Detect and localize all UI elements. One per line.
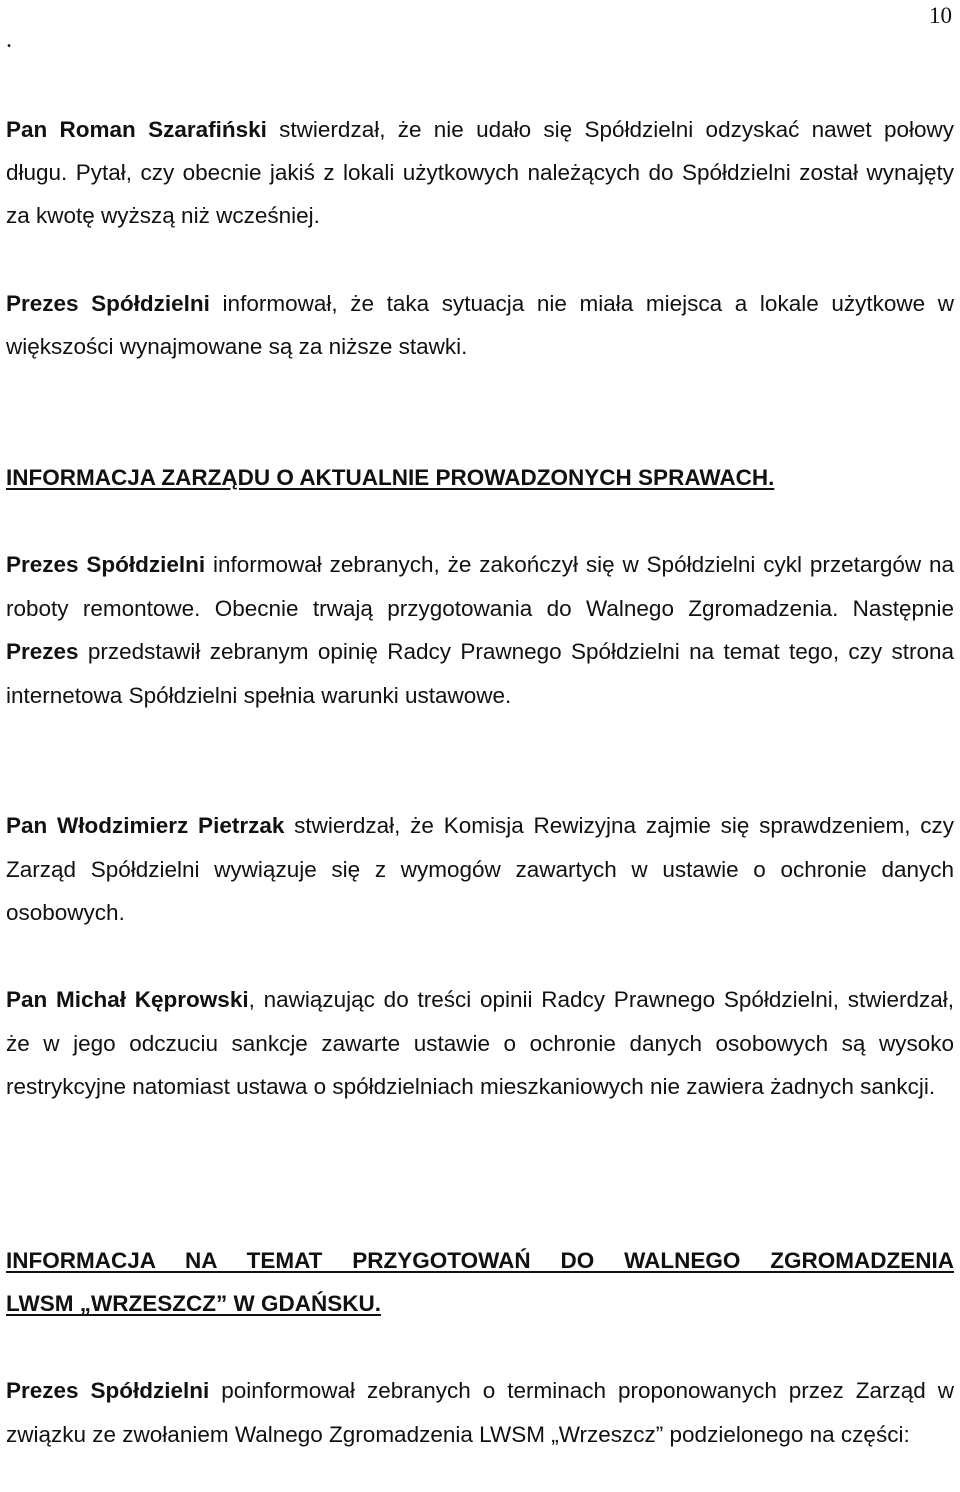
paragraph-keprowski bbox=[6, 978, 954, 1109]
leading-dot: . bbox=[6, 27, 12, 53]
paragraph-text: stwierdzał, że nie udało się Spółdzielni odzyskać nawet połowy długu. Pytał, czy obecnie jakiś z lokali użytkowych należących do Spółdzielni został wynajęty za kwotę wyższą niż wcześniej. bbox=[6, 117, 954, 228]
paragraph-text: poinformował zebranych o terminach proponowanych przez Zarząd w związku ze zwołaniem Walnego Zgromadzenia LWSM „Wrzeszcz” podzielonego na części: bbox=[6, 1378, 954, 1447]
paragraph-text: stwierdzał, że Komisja Rewizyjna zajmie się sprawdzeniem, czy Zarząd Spółdzielni wywiązuje się z wymogów zawartych w ustawie o ochronie danych osobowych. bbox=[6, 813, 954, 925]
section-heading-general-assembly bbox=[6, 1239, 954, 1325]
paragraph-text: , nawiązując do treści opinii Radcy Prawnego Spółdzielni, stwierdzał, że w jego odczuciu sankcje zawarte ustawie o ochronie danych osobowych są wysoko restrykcyjne natomiast ustawa o spółdzielniach mieszkaniowych nie zawiera żadnych sankcji. bbox=[6, 987, 954, 1099]
paragraph-text: informował zebranych, że zakończył się w Spółdzielni cykl przetargów na roboty remontowe. Obecnie trwają przygotowania do Walnego Zgromadzenia. Następnie bbox=[6, 552, 955, 621]
speaker-name: Pan Roman Szarafiński bbox=[6, 117, 267, 142]
speaker-name-inline: Prezes bbox=[6, 639, 79, 664]
page-number: 10 bbox=[929, 3, 952, 28]
speaker-name: Prezes Spółdzielni bbox=[6, 291, 210, 316]
speaker-name: Pan Włodzimierz Pietrzak bbox=[6, 813, 285, 838]
speaker-name: Prezes Spółdzielni bbox=[6, 1378, 210, 1403]
paragraph-prezes-tenders bbox=[6, 543, 954, 717]
paragraph-text: informował, że taka sytuacja nie miała miejsca a lokale użytkowe w większości wynajmowane są za niższe stawki. bbox=[6, 291, 954, 359]
paragraph-szarafinski bbox=[6, 108, 954, 237]
speaker-name: Pan Michał Kęprowski bbox=[6, 987, 249, 1012]
paragraph-prezes-assembly-dates bbox=[6, 1369, 954, 1456]
paragraph-pietrzak bbox=[6, 804, 954, 935]
speaker-name: Prezes Spółdzielni bbox=[6, 552, 206, 577]
section-heading-line-1: INFORMACJA NA TEMAT PRZYGOTOWAŃ DO WALNEGO ZGROMADZENIA bbox=[6, 1248, 954, 1273]
paragraph-text: przedstawił zebranym opinię Radcy Prawnego Spółdzielni na temat tego, czy strona internetowa Spółdzielni spełnia warunki ustawowe. bbox=[6, 639, 954, 708]
paragraph-prezes-reply bbox=[6, 282, 954, 368]
section-heading-current-matters: INFORMACJA ZARZĄDU O AKTUALNIE PROWADZONYCH SPRAWACH. bbox=[6, 465, 775, 490]
section-heading-line-2: LWSM „WRZESZCZ” W GDAŃSKU. bbox=[6, 1291, 381, 1316]
